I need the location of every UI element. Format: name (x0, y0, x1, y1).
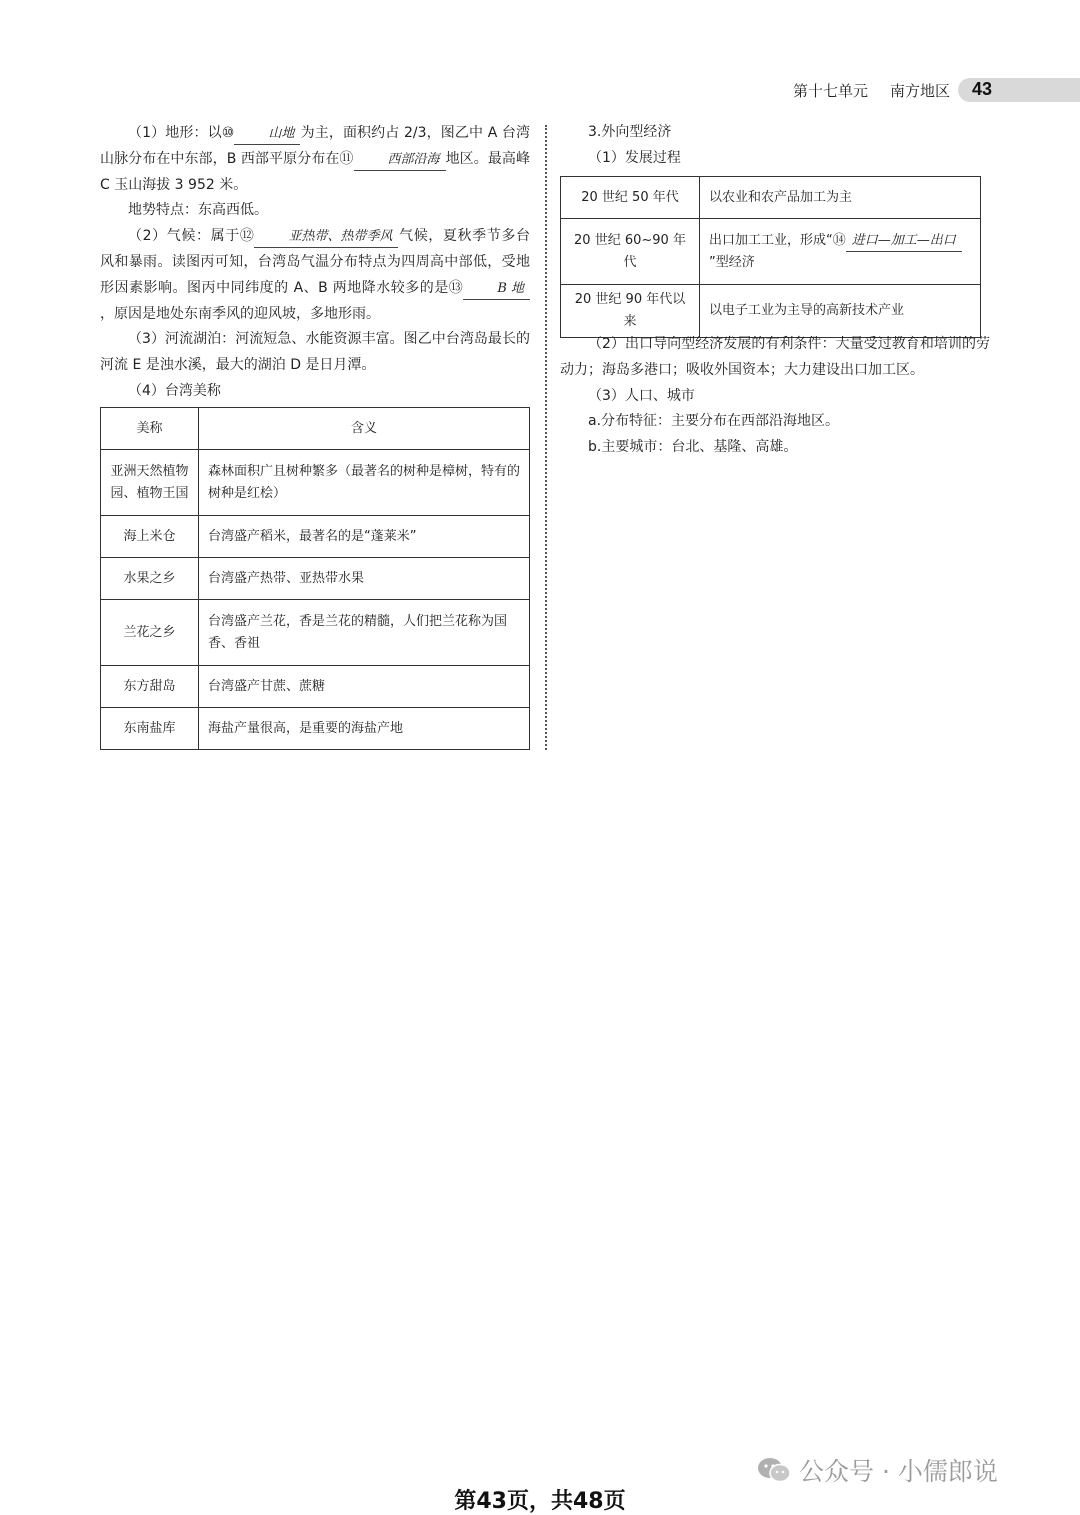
watermark-brand (757, 1452, 998, 1488)
climate-text-1: （2）气候：属于⑫ (128, 228, 255, 245)
meaning-cell: 森林面积广且树种繁多（最著名的树种是樟树，特有的树种是红桧） (199, 450, 530, 516)
meaning-cell: 台湾盛产热带、亚热带水果 (199, 558, 530, 600)
running-header (793, 80, 972, 101)
nickname-cell: 水果之乡 (101, 558, 199, 600)
population-subheading: （3）人口、城市 (588, 387, 695, 404)
period-cell: 20 世纪 50 年代 (561, 177, 700, 219)
table-row (101, 450, 530, 516)
table-row (101, 708, 530, 750)
terrain-text-3: 地区。最高峰 C 玉山海拔 3 952 米。 (100, 150, 530, 193)
nickname-cell: 海上米仓 (101, 516, 199, 558)
nickname-cell: 东南盐库 (101, 708, 199, 750)
terrain-text-1: （1）地形：以⑩ (128, 125, 235, 141)
page-indicator: 第43页，共48页 (454, 1489, 626, 1514)
brand-text: 公众号 · 小儒郎说 (799, 1457, 998, 1486)
climate-text-3: ，原因是地处东南季风的迎风坡，多地形雨。 (100, 305, 380, 322)
nickname-cell: 东方甜岛 (101, 666, 199, 708)
period-cell: 20 世纪 90 年代以来 (561, 285, 700, 338)
table-header-row (101, 408, 530, 450)
distribution-paragraph: a.分布特征：主要分布在西部沿海地区。 (588, 413, 840, 430)
table-row (101, 516, 530, 558)
economy-heading: 3.外向型经济 (588, 124, 672, 140)
column-divider (545, 125, 547, 750)
answer-blank-11: 西部沿海 (354, 150, 446, 171)
column-header-meaning: 含义 (199, 408, 530, 450)
left-column (100, 121, 530, 405)
nickname-cell: 兰花之乡 (101, 600, 199, 666)
description-cell: 以农业和农产品加工为主 (700, 177, 981, 219)
table-row (101, 666, 530, 708)
answer-blank-12: 亚热带、热带季风 (254, 227, 398, 248)
right-column-bottom (560, 332, 990, 461)
development-table (560, 176, 981, 338)
cities-paragraph: b.主要城市：台北、基隆、高雄。 (588, 439, 798, 456)
nickname-cell: 亚洲天然植物园、植物王国 (101, 450, 199, 516)
terrain-paragraph (100, 121, 530, 198)
climate-text-2: 气候，夏秋季节多台风和暴雨。读图丙可知，台湾岛气温分布特点为四周高中部低，受地形因素影响。图丙中同纬度的 A、B 两地降水较多的是⑬ (100, 228, 530, 296)
chat-bubble-icon (757, 1456, 791, 1484)
unit-label: 第十七单元 (793, 82, 869, 100)
table-row (561, 219, 981, 285)
meaning-cell: 台湾盛产兰花，香是兰花的精髓，人们把兰花称为国香、香祖 (199, 600, 530, 666)
description-text-2: ”型经济 (709, 254, 755, 270)
section-label: 南方地区 (890, 82, 951, 100)
table-row (561, 285, 981, 338)
nickname-table (100, 407, 530, 750)
description-text-1: 出口加工工业，形成“⑭ (709, 232, 846, 248)
answer-blank-13: B 地 (463, 279, 530, 300)
answer-blank-14: 进口—加工—出口 (846, 231, 962, 252)
meaning-cell: 台湾盛产稻米，最著名的是“蓬莱米” (199, 516, 530, 558)
rivers-paragraph: （3）河流湖泊：河流短急、水能资源丰富。图乙中台湾岛最长的河流 E 是浊水溪，最大的湖泊 D 是日月潭。 (100, 331, 530, 374)
slope-paragraph: 地势特点：东高西低。 (128, 202, 268, 219)
nickname-heading: （4）台湾美称 (128, 382, 221, 399)
description-cell: 以电子工业为主导的高新技术产业 (700, 285, 981, 338)
page-number: 43 (972, 79, 993, 99)
table-row (561, 177, 981, 219)
climate-paragraph (100, 224, 530, 327)
table-row (101, 558, 530, 600)
answer-blank-10: 山地 (234, 124, 300, 145)
meaning-cell: 台湾盛产甘蔗、蔗糖 (199, 666, 530, 708)
column-header-name: 美称 (101, 408, 199, 450)
period-cell: 20 世纪 60~90 年代 (561, 219, 700, 285)
description-cell (700, 219, 981, 285)
meaning-cell: 海盐产量很高，是重要的海盐产地 (199, 708, 530, 750)
right-column-top (560, 120, 990, 172)
conditions-paragraph: （2）出口导向型经济发展的有利条件：大量受过教育和培训的劳动力；海岛多港口；吸收外国资本；大力建设出口加工区。 (560, 336, 990, 378)
terrain-text-2: 为主，面积约占 2/3，图乙中 A 台湾山脉分布在中东部，B 西部平原分布在⑪ (100, 125, 530, 167)
development-subheading: （1）发展过程 (588, 149, 681, 166)
table-row (101, 600, 530, 666)
